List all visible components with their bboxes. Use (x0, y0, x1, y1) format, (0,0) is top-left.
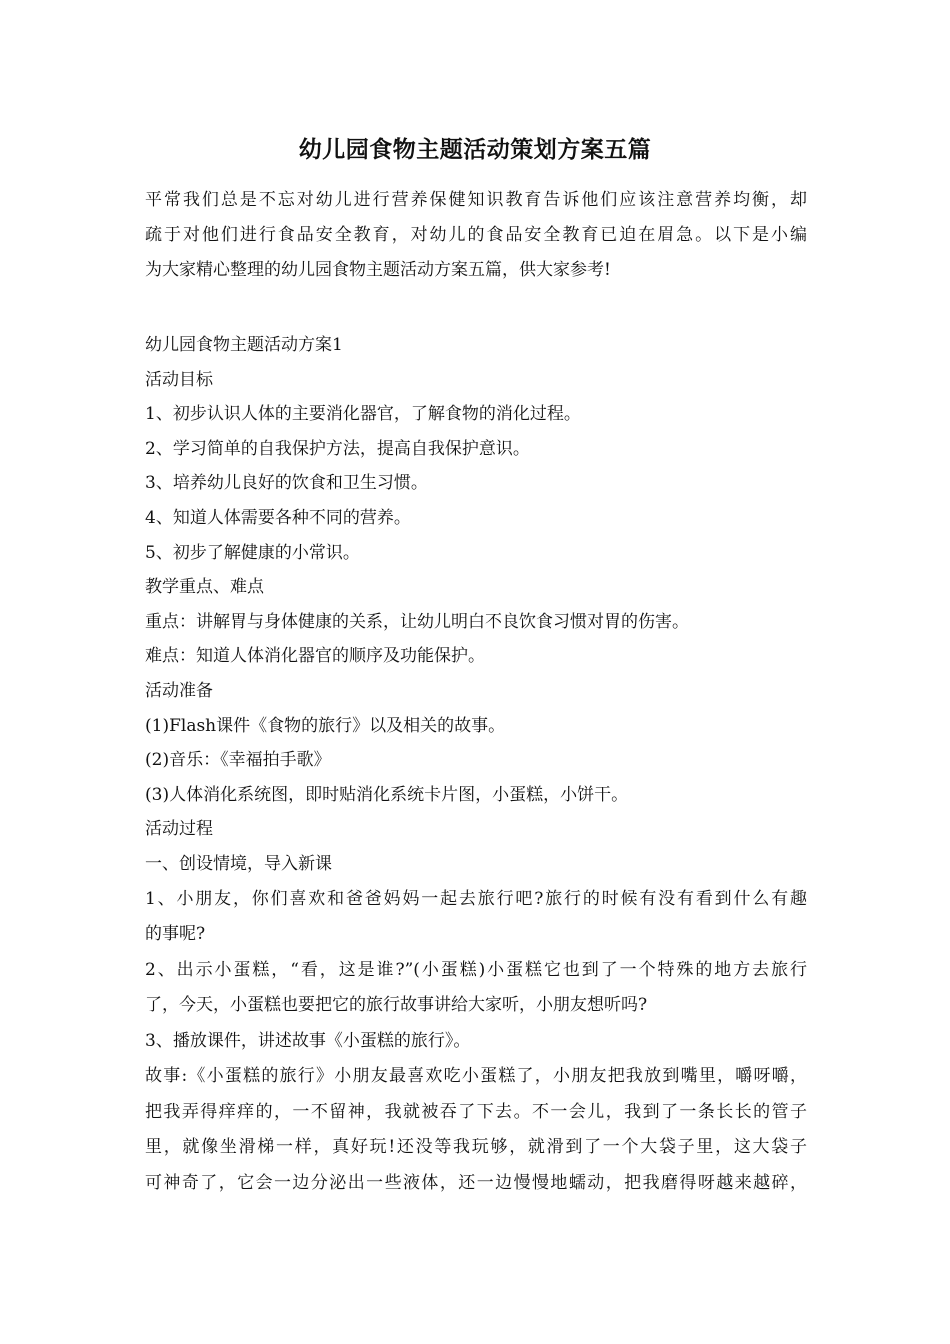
document-title: 幼儿园食物主题活动策划方案五篇 (298, 136, 652, 163)
intro-line: 为大家精心整理的幼儿园食物主题活动方案五篇，供大家参考! (145, 260, 611, 280)
key-points-heading: 教学重点、难点 (145, 577, 264, 598)
goal-item: 3、培养幼儿良好的饮食和卫生习惯。 (145, 473, 428, 494)
goal-item: 1、初步认识人体的主要消化器官，了解食物的消化过程。 (145, 404, 581, 425)
difficulty-text: 难点：知道人体消化器官的顺序及功能保护。 (145, 646, 485, 667)
step-line: 的事呢? (145, 924, 206, 944)
step-line: 3、播放课件，讲述故事《小蛋糕的旅行》。 (145, 1030, 471, 1051)
intro-line: 平常我们总是不忘对幼儿进行营养保健知识教育告诉他们应该注意营养均衡，却 (145, 190, 807, 210)
prep-heading: 活动准备 (145, 680, 213, 701)
goal-item: 4、知道人体需要各种不同的营养。 (145, 507, 411, 528)
plan-heading: 幼儿园食物主题活动方案1 (145, 335, 343, 355)
step-one-heading: 一、创设情境，导入新课 (145, 853, 332, 874)
prep-item: (1)Flash课件《食物的旅行》以及相关的故事。 (145, 715, 506, 736)
goal-item: 5、初步了解健康的小常识。 (145, 542, 360, 563)
goal-item: 2、学习简单的自我保护方法，提高自我保护意识。 (145, 438, 530, 459)
goals-heading: 活动目标 (145, 369, 213, 390)
intro-paragraph (145, 183, 807, 288)
step-line: 了，今天，小蛋糕也要把它的旅行故事讲给大家听，小朋友想听吗? (145, 995, 648, 1015)
story-line: 故事:《小蛋糕的旅行》小朋友最喜欢吃小蛋糕了，小朋友把我放到嘴里，嚼呀嚼， (145, 1066, 807, 1086)
key-point-text: 重点：讲解胃与身体健康的关系，让幼儿明白不良饮食习惯对胃的伤害。 (145, 611, 689, 632)
process-heading: 活动过程 (145, 819, 213, 840)
prep-item: (2)音乐：《幸福拍手歌》 (145, 750, 331, 771)
prep-item: (3)人体消化系统图，即时贴消化系统卡片图，小蛋糕，小饼干。 (145, 784, 629, 805)
step-line: 1、小朋友，你们喜欢和爸爸妈妈一起去旅行吧?旅行的时候有没有看到什么有趣 (145, 888, 807, 909)
document-body (145, 328, 807, 1201)
step-line: 2、出示小蛋糕，“看，这是谁?”(小蛋糕)小蛋糕它也到了一个特殊的地方去旅行 (145, 959, 807, 980)
story-line: 可神奇了，它会一边分泌出一些液体，还一边慢慢地蠕动，把我磨得呀越来越碎， (145, 1172, 807, 1193)
story-line: 里，就像坐滑梯一样，真好玩!还没等我玩够，就滑到了一个大袋子里，这大袋子 (145, 1137, 807, 1157)
intro-line: 疏于对他们进行食品安全教育，对幼儿的食品安全教育已迫在眉急。以下是小编 (145, 225, 807, 245)
story-line: 把我弄得痒痒的，一不留神，我就被吞了下去。不一会儿，我到了一条长长的管子 (145, 1101, 807, 1122)
